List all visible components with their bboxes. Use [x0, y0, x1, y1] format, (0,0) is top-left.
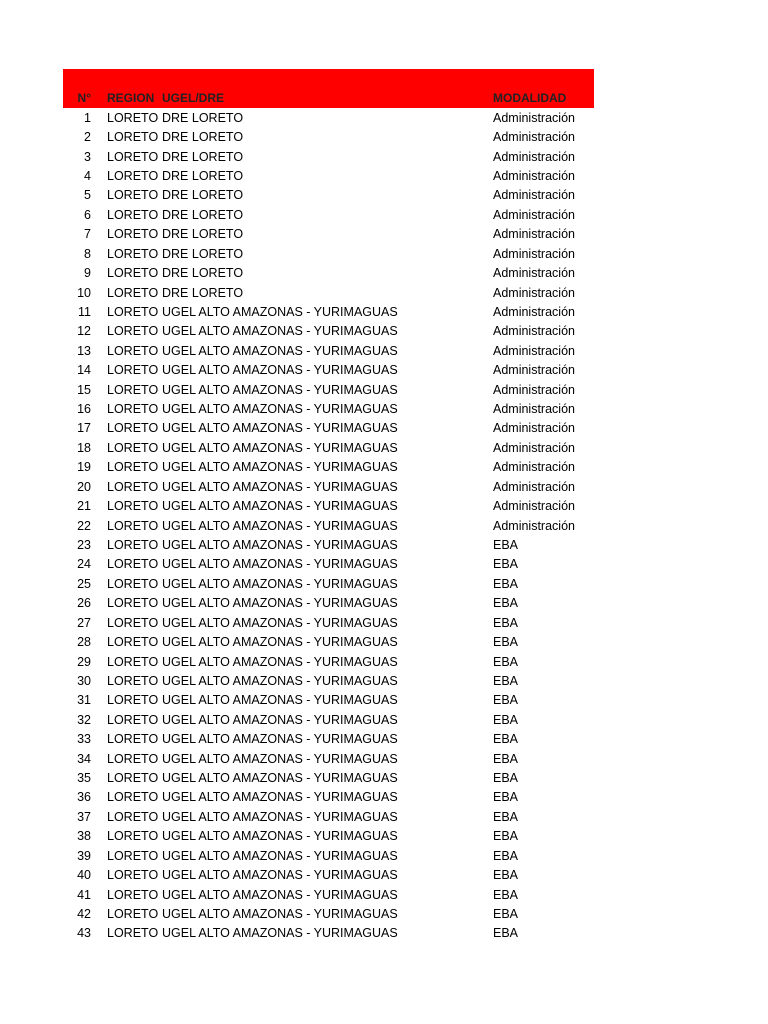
row-ugel: UGEL ALTO AMAZONAS - YURIMAGUAS	[162, 324, 398, 339]
row-modalidad: Administración	[493, 285, 575, 300]
row-region: LORETO	[107, 576, 159, 591]
row-ugel: DRE LORETO	[162, 110, 244, 125]
row-number: 25	[77, 576, 91, 591]
table-row	[63, 458, 594, 477]
row-region: LORETO	[107, 421, 159, 436]
row-modalidad: Administración	[493, 149, 575, 164]
row-modalidad: Administración	[493, 382, 575, 397]
row-region: LORETO	[107, 732, 159, 747]
row-ugel: UGEL ALTO AMAZONAS - YURIMAGUAS	[162, 887, 398, 902]
row-ugel: UGEL ALTO AMAZONAS - YURIMAGUAS	[162, 809, 398, 824]
row-number: 21	[77, 499, 91, 514]
row-modalidad: EBA	[493, 673, 519, 688]
row-number: 28	[77, 635, 91, 650]
row-ugel: UGEL ALTO AMAZONAS - YURIMAGUAS	[162, 693, 398, 708]
row-number: 10	[77, 285, 91, 300]
row-modalidad: EBA	[493, 751, 519, 766]
row-ugel: DRE LORETO	[162, 168, 244, 183]
row-modalidad: EBA	[493, 887, 519, 902]
table-row	[63, 186, 594, 205]
row-number: 43	[77, 926, 91, 941]
row-number: 12	[77, 324, 91, 339]
row-ugel: DRE LORETO	[162, 149, 244, 164]
row-region: LORETO	[107, 188, 159, 203]
row-number: 27	[77, 615, 91, 630]
row-number: 29	[77, 654, 91, 669]
row-modalidad: Administración	[493, 266, 575, 281]
row-region: LORETO	[107, 537, 159, 552]
row-number: 3	[84, 149, 91, 164]
row-ugel: UGEL ALTO AMAZONAS - YURIMAGUAS	[162, 673, 398, 688]
row-ugel: UGEL ALTO AMAZONAS - YURIMAGUAS	[162, 499, 398, 514]
row-modalidad: Administración	[493, 343, 575, 358]
table-row	[63, 555, 594, 574]
table-row	[63, 263, 594, 282]
row-modalidad: Administración	[493, 421, 575, 436]
table-row	[63, 496, 594, 515]
row-ugel: UGEL ALTO AMAZONAS - YURIMAGUAS	[162, 343, 398, 358]
row-number: 31	[77, 693, 91, 708]
table-row	[63, 438, 594, 457]
header-row	[63, 89, 594, 107]
row-number: 1	[84, 110, 91, 125]
header-modalidad: MODALIDAD	[493, 91, 567, 105]
row-ugel: UGEL ALTO AMAZONAS - YURIMAGUAS	[162, 596, 398, 611]
row-number: 17	[77, 421, 91, 436]
row-number: 2	[84, 130, 91, 145]
row-ugel: UGEL ALTO AMAZONAS - YURIMAGUAS	[162, 363, 398, 378]
row-modalidad: Administración	[493, 518, 575, 533]
row-region: LORETO	[107, 809, 159, 824]
row-number: 9	[84, 266, 91, 281]
row-region: LORETO	[107, 168, 159, 183]
row-region: LORETO	[107, 771, 159, 786]
row-number: 14	[77, 363, 91, 378]
table-row	[63, 788, 594, 807]
table-row	[63, 166, 594, 185]
row-ugel: DRE LORETO	[162, 266, 244, 281]
row-modalidad: EBA	[493, 829, 519, 844]
row-number: 30	[77, 673, 91, 688]
row-region: LORETO	[107, 751, 159, 766]
row-modalidad: EBA	[493, 537, 519, 552]
table-row	[63, 419, 594, 438]
table-row	[63, 652, 594, 671]
table-row	[63, 127, 594, 146]
table-row	[63, 108, 594, 127]
row-number: 7	[84, 227, 91, 242]
row-modalidad: EBA	[493, 790, 519, 805]
row-number: 24	[77, 557, 91, 572]
row-modalidad: EBA	[493, 848, 519, 863]
table-row	[63, 535, 594, 554]
row-region: LORETO	[107, 907, 159, 921]
row-modalidad: Administración	[493, 499, 575, 514]
table-row	[63, 283, 594, 302]
row-region: LORETO	[107, 673, 159, 688]
row-modalidad: Administración	[493, 324, 575, 339]
table-row	[63, 244, 594, 263]
row-number: 23	[77, 537, 91, 552]
row-number: 41	[77, 887, 91, 902]
row-region: LORETO	[107, 207, 159, 222]
row-region: LORETO	[107, 712, 159, 727]
row-ugel: DRE LORETO	[162, 227, 244, 242]
row-number: 6	[84, 207, 91, 222]
row-modalidad: Administración	[493, 110, 575, 125]
row-modalidad: EBA	[493, 615, 519, 630]
table-row	[63, 380, 594, 399]
row-number: 37	[77, 809, 91, 824]
header-band	[63, 69, 594, 108]
row-ugel: UGEL ALTO AMAZONAS - YURIMAGUAS	[162, 751, 398, 766]
table-row	[63, 807, 594, 826]
row-ugel: DRE LORETO	[162, 246, 244, 261]
row-ugel: UGEL ALTO AMAZONAS - YURIMAGUAS	[162, 304, 398, 319]
row-ugel: UGEL ALTO AMAZONAS - YURIMAGUAS	[162, 421, 398, 436]
row-modalidad: EBA	[493, 809, 519, 824]
table-row	[63, 846, 594, 865]
row-modalidad: Administración	[493, 460, 575, 475]
row-modalidad: Administración	[493, 402, 575, 417]
table-row	[63, 691, 594, 710]
row-number: 38	[77, 829, 91, 844]
row-ugel: UGEL ALTO AMAZONAS - YURIMAGUAS	[162, 712, 398, 727]
table-row	[63, 516, 594, 535]
row-number: 36	[77, 790, 91, 805]
row-modalidad: EBA	[493, 693, 519, 708]
row-region: LORETO	[107, 868, 159, 883]
row-region: LORETO	[107, 693, 159, 708]
row-region: LORETO	[107, 926, 159, 941]
row-number: 26	[77, 596, 91, 611]
row-ugel: DRE LORETO	[162, 130, 244, 145]
table-row	[63, 710, 594, 729]
row-modalidad: EBA	[493, 596, 519, 611]
table-row	[63, 322, 594, 341]
row-region: LORETO	[107, 149, 159, 164]
data-table	[63, 69, 594, 943]
row-modalidad: EBA	[493, 654, 519, 669]
row-region: LORETO	[107, 324, 159, 339]
row-modalidad: Administración	[493, 246, 575, 261]
header-num: N°	[77, 91, 91, 105]
row-number: 15	[77, 382, 91, 397]
row-region: LORETO	[107, 130, 159, 145]
row-region: LORETO	[107, 887, 159, 902]
row-number: 34	[77, 751, 91, 766]
row-ugel: DRE LORETO	[162, 207, 244, 222]
row-modalidad: EBA	[493, 868, 519, 883]
row-number: 19	[77, 460, 91, 475]
row-region: LORETO	[107, 790, 159, 805]
row-ugel: UGEL ALTO AMAZONAS - YURIMAGUAS	[162, 440, 398, 455]
row-modalidad: EBA	[493, 712, 519, 727]
row-ugel: UGEL ALTO AMAZONAS - YURIMAGUAS	[162, 576, 398, 591]
row-region: LORETO	[107, 615, 159, 630]
row-number: 13	[77, 343, 91, 358]
table-body	[63, 108, 594, 943]
row-region: LORETO	[107, 848, 159, 863]
row-ugel: DRE LORETO	[162, 188, 244, 203]
row-modalidad: Administración	[493, 363, 575, 378]
row-modalidad: EBA	[493, 557, 519, 572]
row-ugel: UGEL ALTO AMAZONAS - YURIMAGUAS	[162, 732, 398, 747]
table-row	[63, 632, 594, 651]
row-ugel: UGEL ALTO AMAZONAS - YURIMAGUAS	[162, 790, 398, 805]
table-row	[63, 865, 594, 884]
table-row	[63, 904, 594, 923]
row-region: LORETO	[107, 460, 159, 475]
row-number: 42	[77, 907, 91, 921]
row-ugel: UGEL ALTO AMAZONAS - YURIMAGUAS	[162, 829, 398, 844]
row-region: LORETO	[107, 382, 159, 397]
table-row	[63, 885, 594, 904]
row-modalidad: EBA	[493, 771, 519, 786]
row-ugel: UGEL ALTO AMAZONAS - YURIMAGUAS	[162, 907, 398, 921]
row-region: LORETO	[107, 596, 159, 611]
row-modalidad: Administración	[493, 207, 575, 222]
table-row	[63, 302, 594, 321]
row-ugel: UGEL ALTO AMAZONAS - YURIMAGUAS	[162, 926, 398, 941]
row-number: 32	[77, 712, 91, 727]
row-ugel: UGEL ALTO AMAZONAS - YURIMAGUAS	[162, 615, 398, 630]
table-row	[63, 477, 594, 496]
row-modalidad: Administración	[493, 227, 575, 242]
row-ugel: UGEL ALTO AMAZONAS - YURIMAGUAS	[162, 635, 398, 650]
row-number: 39	[77, 848, 91, 863]
table-row	[63, 768, 594, 787]
row-number: 22	[77, 518, 91, 533]
table-row	[63, 613, 594, 632]
row-number: 20	[77, 479, 91, 494]
row-modalidad: EBA	[493, 732, 519, 747]
table-row	[63, 225, 594, 244]
row-modalidad: Administración	[493, 440, 575, 455]
table-row	[63, 205, 594, 224]
row-region: LORETO	[107, 285, 159, 300]
row-modalidad: Administración	[493, 130, 575, 145]
row-number: 40	[77, 868, 91, 883]
row-region: LORETO	[107, 440, 159, 455]
row-ugel: UGEL ALTO AMAZONAS - YURIMAGUAS	[162, 868, 398, 883]
row-ugel: UGEL ALTO AMAZONAS - YURIMAGUAS	[162, 848, 398, 863]
row-region: LORETO	[107, 635, 159, 650]
row-region: LORETO	[107, 557, 159, 572]
row-region: LORETO	[107, 402, 159, 417]
table-row	[63, 730, 594, 749]
row-ugel: UGEL ALTO AMAZONAS - YURIMAGUAS	[162, 460, 398, 475]
table-row	[63, 827, 594, 846]
row-region: LORETO	[107, 246, 159, 261]
table-row	[63, 360, 594, 379]
row-modalidad: Administración	[493, 304, 575, 319]
table-row	[63, 399, 594, 418]
row-number: 5	[84, 188, 91, 203]
row-region: LORETO	[107, 829, 159, 844]
row-region: LORETO	[107, 518, 159, 533]
row-number: 11	[78, 304, 91, 319]
row-ugel: DRE LORETO	[162, 285, 244, 300]
table-row	[63, 147, 594, 166]
row-region: LORETO	[107, 304, 159, 319]
table-row	[63, 749, 594, 768]
row-region: LORETO	[107, 110, 159, 125]
row-number: 33	[77, 732, 91, 747]
row-ugel: UGEL ALTO AMAZONAS - YURIMAGUAS	[162, 654, 398, 669]
row-number: 16	[77, 402, 91, 417]
row-ugel: UGEL ALTO AMAZONAS - YURIMAGUAS	[162, 771, 398, 786]
row-region: LORETO	[107, 266, 159, 281]
row-ugel: UGEL ALTO AMAZONAS - YURIMAGUAS	[162, 537, 398, 552]
row-ugel: UGEL ALTO AMAZONAS - YURIMAGUAS	[162, 402, 398, 417]
row-modalidad: Administración	[493, 479, 575, 494]
row-number: 8	[84, 246, 91, 261]
row-region: LORETO	[107, 499, 159, 514]
row-modalidad: EBA	[493, 576, 519, 591]
row-ugel: UGEL ALTO AMAZONAS - YURIMAGUAS	[162, 382, 398, 397]
row-ugel: UGEL ALTO AMAZONAS - YURIMAGUAS	[162, 557, 398, 572]
row-region: LORETO	[107, 343, 159, 358]
row-number: 18	[77, 440, 91, 455]
row-modalidad: EBA	[493, 635, 519, 650]
table-row	[63, 341, 594, 360]
row-modalidad: Administración	[493, 168, 575, 183]
row-modalidad: EBA	[493, 907, 519, 921]
row-region: LORETO	[107, 654, 159, 669]
row-region: LORETO	[107, 479, 159, 494]
table-row	[63, 924, 594, 943]
table-row	[63, 671, 594, 690]
row-modalidad: Administración	[493, 188, 575, 203]
row-region: LORETO	[107, 363, 159, 378]
table-row	[63, 574, 594, 593]
row-region: LORETO	[107, 227, 159, 242]
table-row	[63, 594, 594, 613]
row-ugel: UGEL ALTO AMAZONAS - YURIMAGUAS	[162, 479, 398, 494]
row-ugel: UGEL ALTO AMAZONAS - YURIMAGUAS	[162, 518, 398, 533]
row-modalidad: EBA	[493, 926, 519, 941]
row-number: 35	[77, 771, 91, 786]
header-region: REGION	[107, 91, 155, 105]
row-number: 4	[84, 168, 91, 183]
header-ugel: UGEL/DRE	[162, 91, 225, 105]
